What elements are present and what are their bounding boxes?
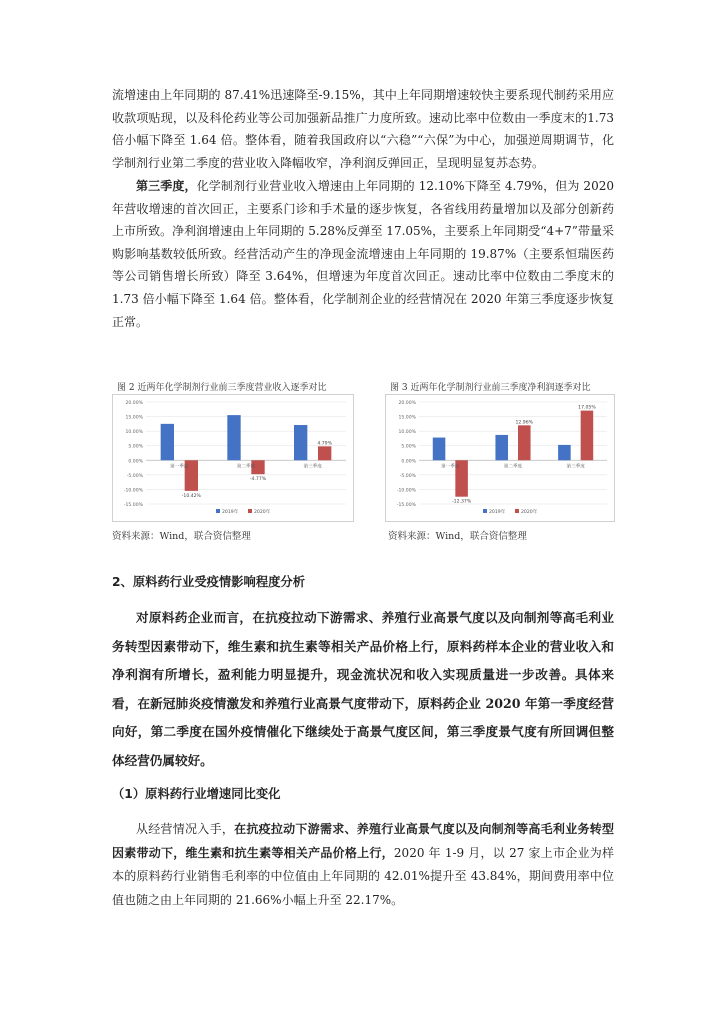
- data-label: 12.96%: [515, 420, 534, 426]
- subsection-1-heading: （1）原料药行业增速同比变化: [112, 787, 281, 801]
- category-label: 第一季度: [170, 464, 189, 470]
- y-tick-label: -15.00%: [123, 503, 143, 508]
- y-tick-label: 10.00%: [398, 430, 416, 436]
- category-label: 第二季度: [236, 464, 256, 470]
- y-tick-label: -5.00%: [126, 473, 143, 479]
- y-tick-label: 20.00%: [398, 401, 416, 406]
- bar-2019: [495, 435, 508, 460]
- data-label: 4.79%: [317, 441, 332, 447]
- bar-2019: [433, 438, 446, 461]
- figure-2-source: 资料来源：Wind，联合资信整理: [112, 531, 251, 542]
- chart-revenue: [112, 394, 354, 522]
- category-label: 第一季度: [441, 464, 460, 470]
- legend-label: 2019年: [489, 510, 506, 515]
- y-tick-label: 5.00%: [401, 444, 416, 450]
- legend-swatch: [248, 509, 252, 513]
- legend-swatch: [515, 509, 519, 513]
- y-tick-label: 20.00%: [125, 401, 143, 406]
- data-label: 17.05%: [578, 405, 596, 411]
- data-label: -10.42%: [181, 493, 201, 499]
- bar-2019: [161, 424, 174, 460]
- y-tick-label: -15.00%: [396, 503, 416, 508]
- legend-label: 2019年: [222, 510, 239, 515]
- paragraph-2-lead: 第三季度，: [136, 179, 197, 193]
- paragraph-2-text: 化学制剂行业营业收入增速由上年同期的 12.10%下降至 4.79%，但为 2020 年营收增速的首次回正，主要系门诊和手术量的逐步恢复，各省线用药量增加以及部分创新药上市所致。净利润增速由上年同期的 5.28%反弹至 17.05%，主要系上年同期受“4+7”带量采购影响基数较低所致。经营活动产生的净现金流增速由上年同期的 19.87%（主要系恒瑞医药等公司销售增长所致）降至 3.64%，但增速为年度首次回正。速动比率中位数由二季度末的1.73 倍小幅下降至 1.64 倍。整体看，化学制剂企业的经营情况在 2020 年第三季度逐步恢复正常。: [112, 179, 614, 329]
- data-label: -12.37%: [452, 499, 472, 505]
- y-tick-label: 0.00%: [128, 459, 143, 465]
- figure-3-title: 图 3 近两年化学制剂行业前三季度净利润逐季对比: [390, 383, 591, 393]
- section-2-heading: 2、原料药行业受疫情影响程度分析: [112, 575, 306, 589]
- subsection-1-intro: 从经营情况入手，: [136, 822, 235, 836]
- category-label: 第三季度: [303, 464, 322, 470]
- y-tick-label: 15.00%: [125, 415, 143, 421]
- y-tick-label: 5.00%: [128, 444, 143, 450]
- legend-swatch: [216, 509, 220, 513]
- subsection-1-bold: 在抗疫拉动下游需求、养殖行业高景气度以及向制剂等高毛利业务转型因素带动下，维生素和抗生素等相关产品价格上行，: [112, 822, 614, 860]
- y-tick-label: 10.00%: [125, 430, 143, 436]
- bar-2020: [318, 446, 331, 460]
- y-tick-label: 15.00%: [398, 415, 416, 421]
- y-tick-label: 0.00%: [401, 459, 416, 465]
- category-label: 第二季度: [503, 464, 523, 470]
- figure-2-title: 图 2 近两年化学制剂行业前三季度营业收入逐季对比: [117, 383, 327, 393]
- bar-2019: [294, 425, 307, 460]
- bar-2019: [558, 445, 571, 460]
- legend-label: 2020年: [254, 510, 271, 515]
- y-tick-label: -5.00%: [399, 473, 416, 479]
- figure-3-source: 资料来源：Wind，联合资信整理: [388, 531, 527, 542]
- paragraph-1: 流增速由上年同期的 87.41%迅速降至-9.15%，其中上年同期增速较快主要系现代制药采用应收款项贴现，以及科伦药业等公司加强新品推广力度所致。速动比率中位数由一季度末的1.73 倍小幅下降至 1.64 倍。整体看，随着我国政府以“六稳”“六保”为中心，加强逆周期调节，化学制剂行业第二季度的营业收入降幅收窄，净利润反弹回正，呈现明显复苏态势。: [112, 88, 614, 170]
- y-tick-label: -10.00%: [396, 488, 416, 494]
- y-tick-label: -10.00%: [123, 488, 143, 494]
- section-2-bold-paragraph: 对原料药企业而言，在抗疫拉动下游需求、养殖行业高景气度以及向制剂等高毛利业务转型因素带动下，维生素和抗生素等相关产品价格上行，原料药样本企业的营业收入和净利润有所增长，盈利能力明显提升，现金流状况和收入实现质量进一步改善。具体来看，在新冠肺炎疫情激发和养殖行业高景气度带动下，原料药企业 2020 年第一季度经营向好，第二季度在国外疫情催化下继续处于高景气度区间，第三季度景气度有所回调但整体经营仍属较好。: [112, 610, 614, 768]
- legend-label: 2020年: [521, 510, 538, 515]
- bar-2020: [581, 411, 594, 461]
- subsection-1-rest: 2020 年 1-9 月，以 27 家上市企业为样本的原料药行业销售毛利率的中位值由上年同期的 42.01%提升至 43.84%，期间费用率中位值也随之由上年同期的 21.66%小幅上升至 22.17%。: [112, 845, 614, 907]
- legend-swatch: [483, 509, 487, 513]
- category-label: 第三季度: [566, 464, 585, 470]
- subsection-1-paragraph: [112, 818, 614, 912]
- chart-profit: [385, 394, 615, 522]
- paragraph-2: [112, 175, 614, 333]
- bar-2019: [227, 415, 240, 460]
- bar-2020: [518, 425, 531, 460]
- data-label: -4.77%: [249, 477, 267, 483]
